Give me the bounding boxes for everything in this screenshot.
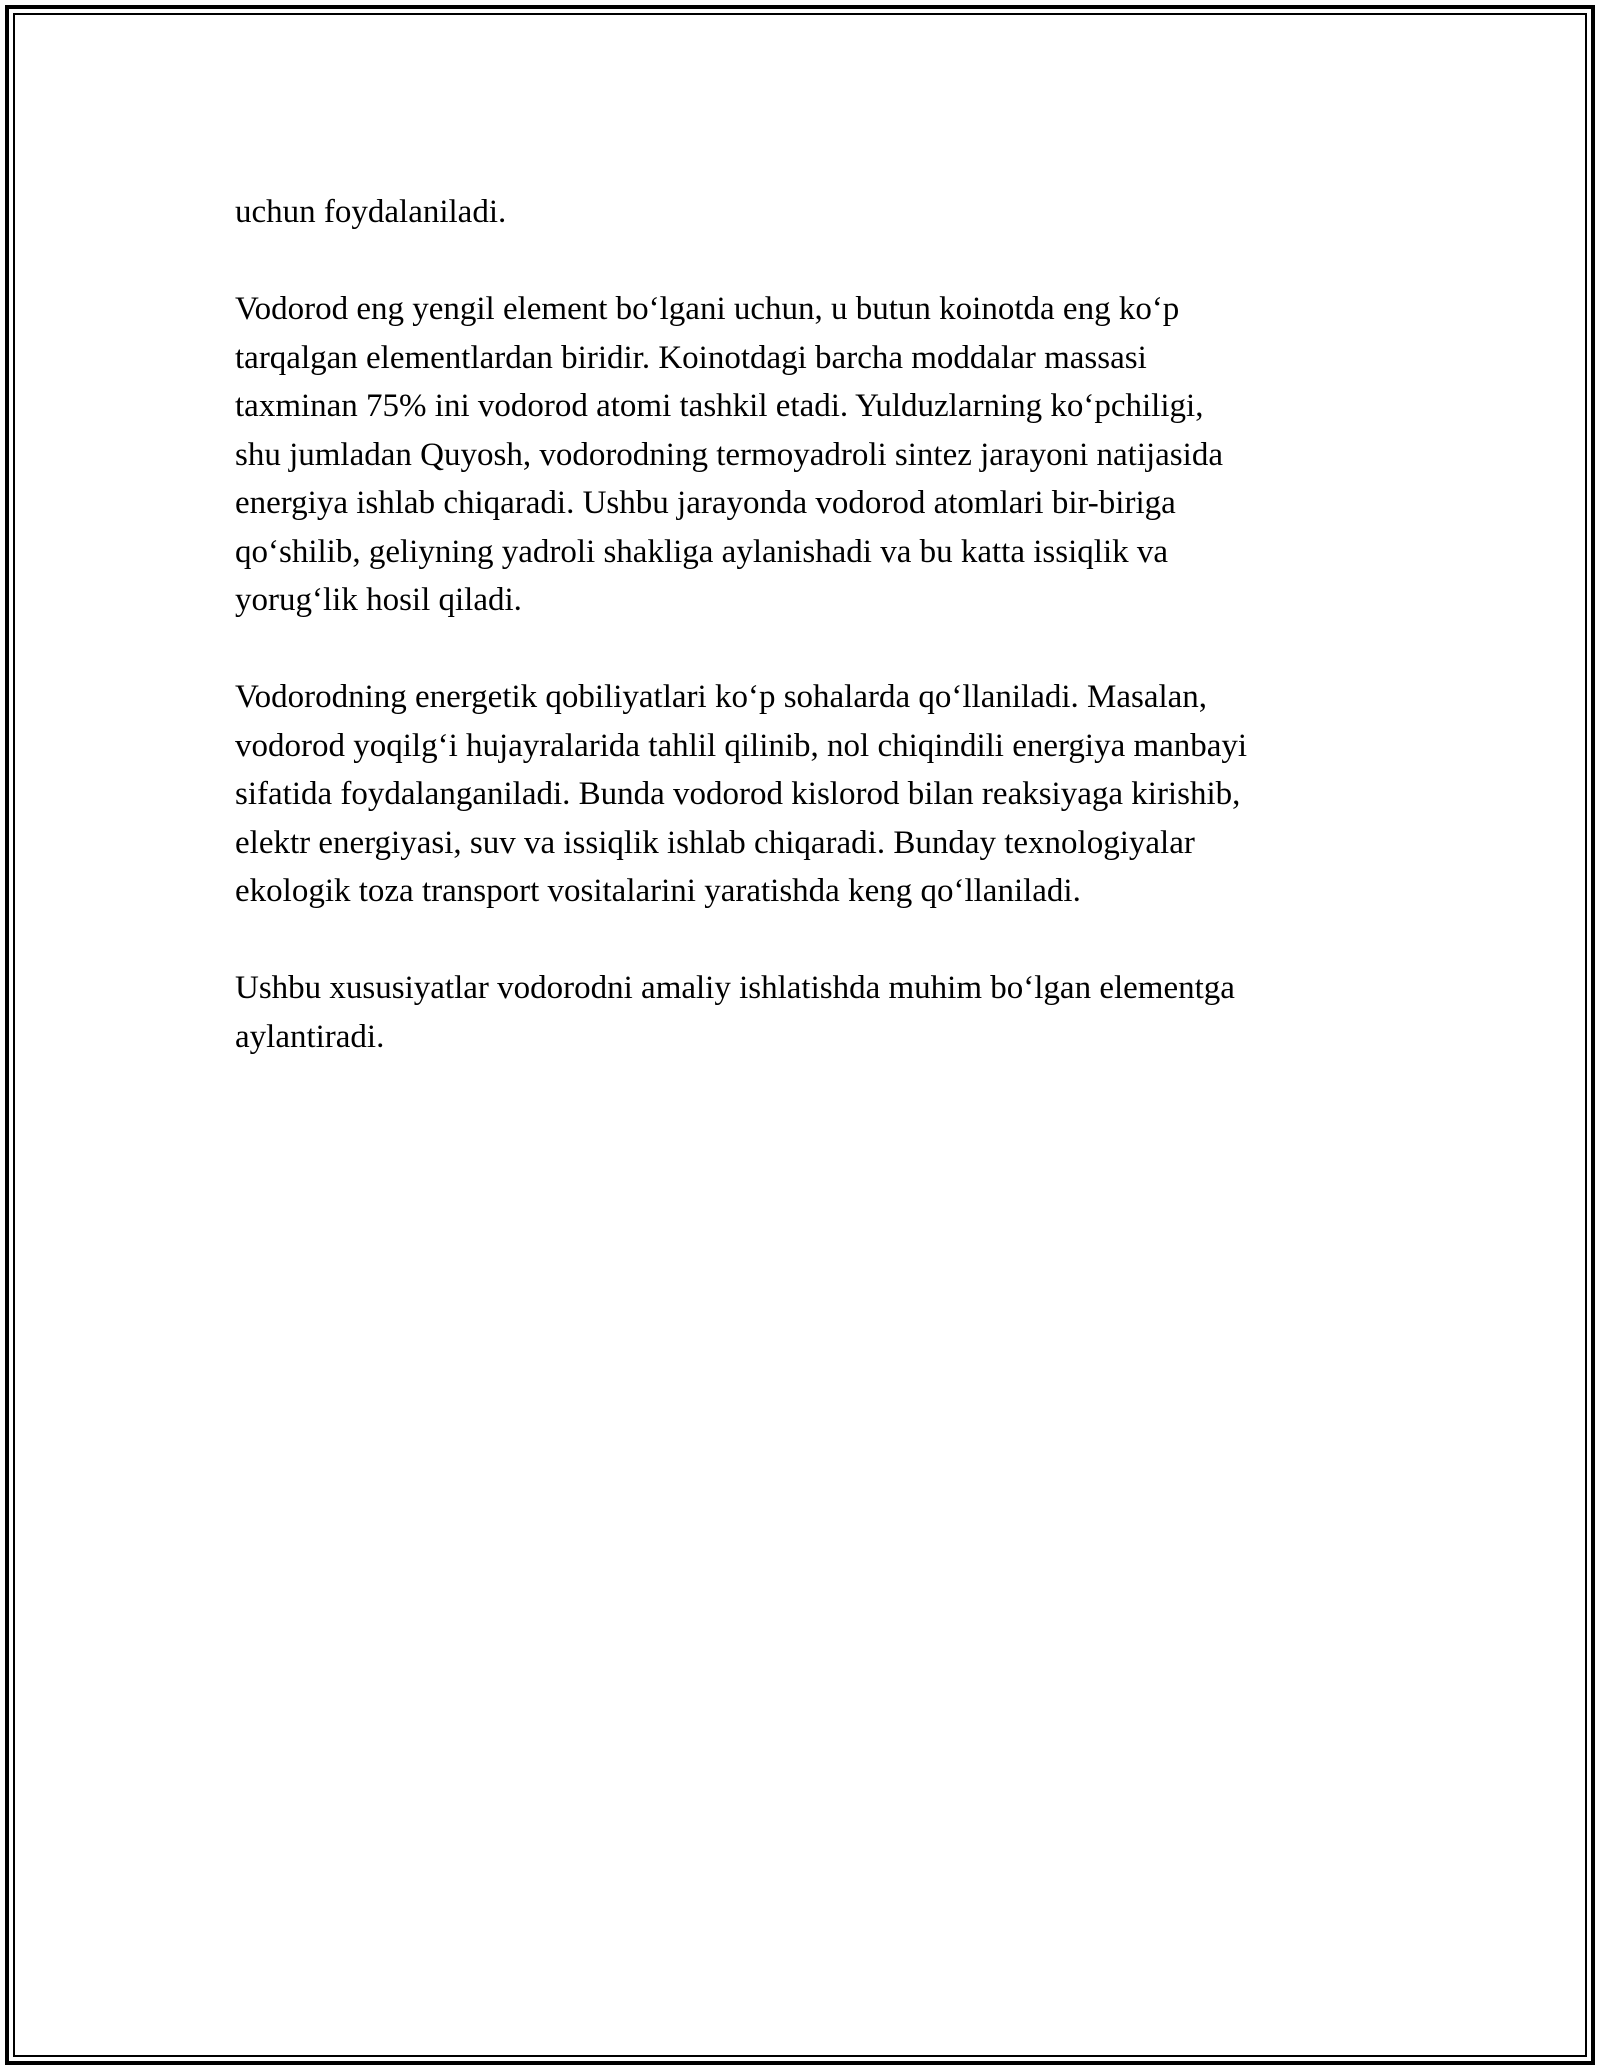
paragraph-continuation: uchun foydalaniladi. [235,194,507,230]
paragraph-conclusion: Ushbu xususiyatlar vodorodni amaliy ishlatishda muhim bo‘lgan elementga aylantiradi. [235,970,1235,1055]
paragraph-hydrogen-in-universe: Vodorod eng yengil element bo‘lgani uchun, u butun koinotda eng ko‘p tarqalgan elementlardan biridir. Koinotdagi barcha moddalar massasi taxminan 75% ini vodorod atomi tashkil etadi. Yulduzlarning ko‘pchiligi, shu jumladan Quyosh, vodorodning termoyadroli sintez jarayoni natijasida energiya ishlab chiqaradi. Ushbu jarayonda vodorod atomlari bir-biriga qo‘shilib, geliyning yadroli shakliga aylanishadi va bu katta issiqlik va yorug‘lik hosil qiladi. [235,291,1223,618]
document-body [235,188,1395,1110]
paragraph-energy-applications: Vodorodning energetik qobiliyatlari ko‘p sohalarda qo‘llaniladi. Masalan, vodorod yoqilg‘i hujayralarida tahlil qilinib, nol chiqindili energiya manbayi sifatida foydalanganiladi. Bunda vodorod kislorod bilan reaksiyaga kirishib, elektr energiyasi, suv va issiqlik ishlab chiqaradi. Bunday texnologiyalar ekologik toza transport vositalarini yaratishda keng qo‘llaniladi. [235,679,1248,909]
